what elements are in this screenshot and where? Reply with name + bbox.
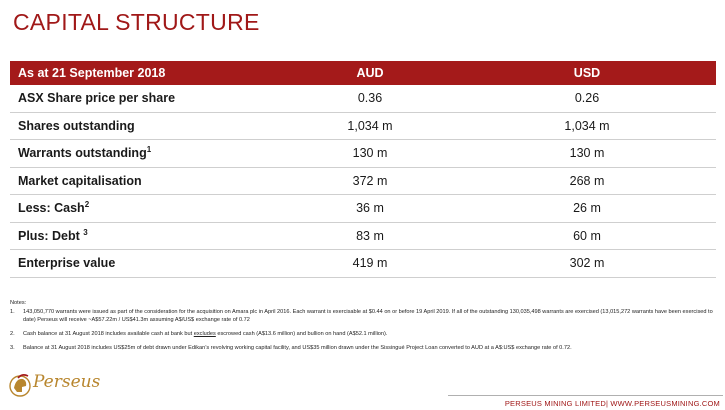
usd-value: 130 m [569, 146, 605, 161]
usd-value: 26 m [573, 201, 601, 216]
header-usd: USD [573, 66, 601, 80]
table-row [10, 168, 716, 196]
footnote-number: 1. [10, 309, 15, 316]
table-row [10, 223, 716, 251]
usd-value: 1,034 m [564, 118, 610, 133]
perseus-logo [8, 370, 101, 402]
footer-text: PERSEUS MINING LIMITED| WWW.PERSEUSMINING.COM [504, 399, 720, 408]
table-row [10, 250, 716, 278]
row-label: Less: Cash$^2$ [18, 200, 90, 216]
aud-value: 372 m [352, 173, 388, 188]
capital-structure-table [10, 61, 716, 278]
usd-value: 302 m [569, 256, 605, 271]
aud-value: 130 m [352, 146, 388, 161]
aud-value: 419 m [352, 256, 388, 271]
footnote-number: 3. [10, 345, 15, 352]
usd-value: 0.26 [574, 91, 600, 106]
table-row [10, 140, 716, 168]
aud-value: 1,034 m [347, 118, 393, 133]
footer-divider [448, 395, 723, 396]
footnotes [10, 299, 716, 353]
aud-value: 36 m [356, 201, 384, 216]
row-label: Shares outstanding [18, 118, 135, 133]
header-date-label: As at 21 September 2018 [18, 66, 166, 80]
row-label: Enterprise value [18, 256, 116, 271]
table-row [10, 113, 716, 141]
footnote-text: 143,050,770 warrants were issued as part of the consideration for the acquisition on Amara plc in April 2016. Each warrant is exercisable at $0.44 on or before 19 April 2019. If all of the outstanding 130,035,498 warrants are exercised (13,015,272 warrants have been exercised to date) Perseus will receive ~A$57.22m / US$41.3m assuming A$/US$ exchange rate of 0.72 [23, 309, 713, 324]
usd-value: 60 m [573, 228, 601, 243]
row-label: Market capitalisation [18, 173, 142, 188]
aud-value: 83 m [356, 228, 384, 243]
footnote-item [10, 308, 716, 324]
table-row [10, 195, 716, 223]
table-row [10, 85, 716, 113]
footnote-text: Cash balance at 31 August 2018 includes available cash at bank but excludes escrowed cash (A$13.6 million) and bullion on hand (A$52.1 million). [23, 331, 388, 338]
helmet-icon [8, 372, 32, 400]
footnote-item [10, 344, 716, 352]
row-label: Warrants outstanding$^1$ [18, 145, 152, 161]
footnote-item [10, 330, 716, 338]
table-header-row [10, 61, 716, 85]
page-title: CAPITAL STRUCTURE [13, 9, 260, 35]
row-label: ASX Share price per share [18, 91, 176, 106]
footnote-text: Balance at 31 August 2018 includes US$25m of debt drawn under Edikan’s revolving working capital facility, and US$35 million drawn under the Sissingué Project Loan converted to AUD at a A$:US$ exchange rate of 0.72. [23, 345, 572, 352]
notes-heading: Notes: [10, 300, 27, 306]
header-aud: AUD [356, 66, 384, 80]
footnote-number: 2. [10, 331, 15, 338]
aud-value: 0.36 [357, 91, 383, 106]
usd-value: 268 m [569, 173, 605, 188]
logo-wordmark: Perseus [33, 372, 101, 392]
row-label: Plus: Debt $^3$ [18, 227, 88, 243]
